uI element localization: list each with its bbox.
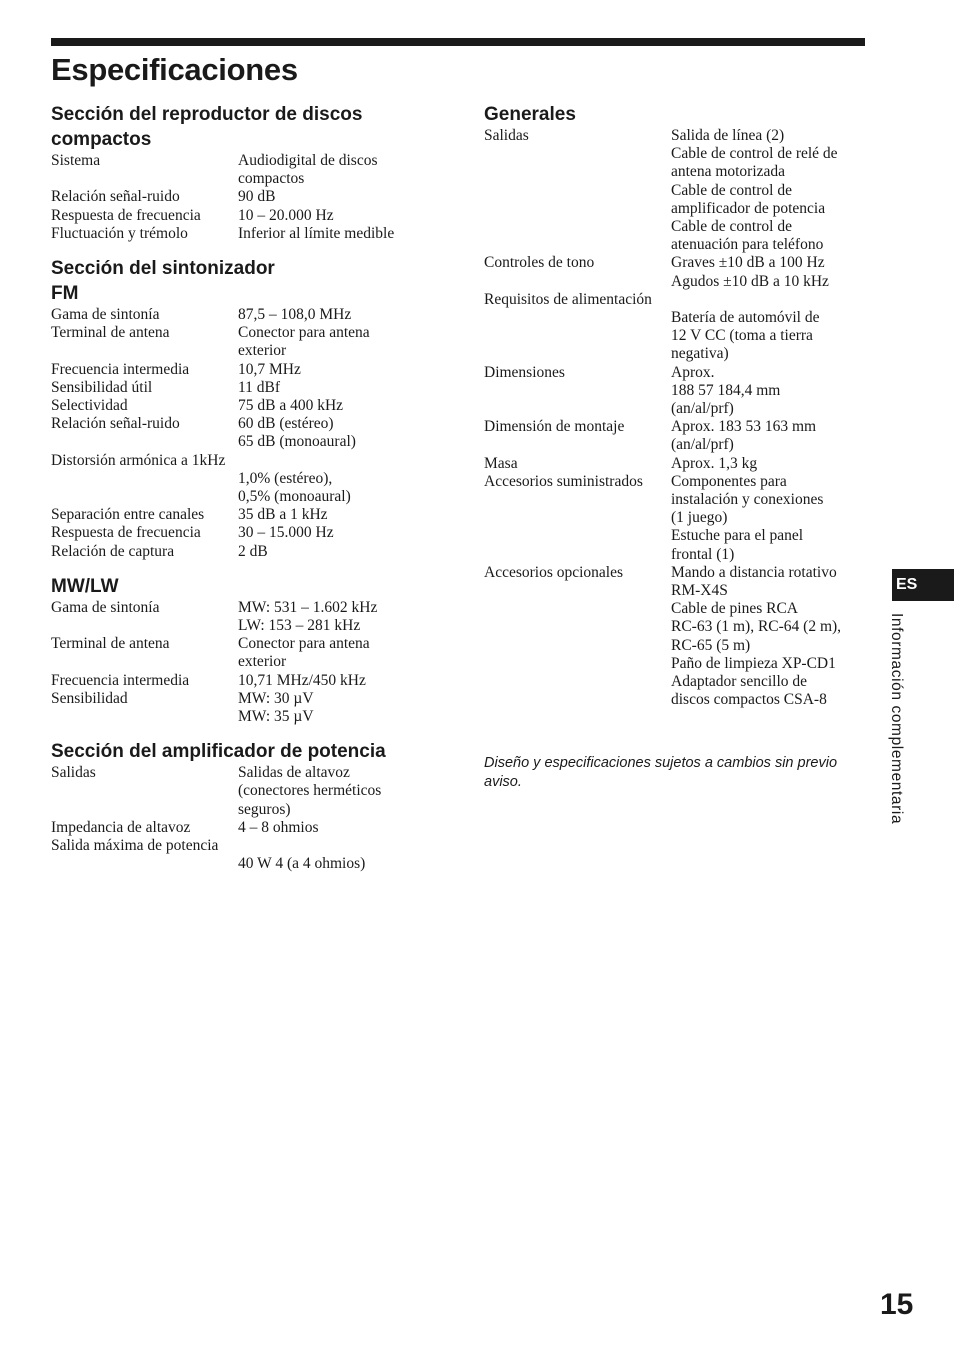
spec-value-line: 12 V CC (toma a tierra <box>671 327 813 345</box>
spec-value-line: 10,71 MHz/450 kHz <box>238 671 366 689</box>
spec-value-line: exterior <box>238 342 287 360</box>
spec-label: Distorsión armónica a 1kHz <box>51 451 226 469</box>
spec-value-line: exterior <box>238 653 287 671</box>
spec-section-seccion-del-reproductor-de-discos-compactos <box>51 102 431 243</box>
spec-value <box>238 506 431 524</box>
spec-value <box>238 635 431 671</box>
spec-value-line: compactos <box>238 170 305 188</box>
left-column <box>51 102 431 874</box>
spec-label: Terminal de antena <box>51 324 170 342</box>
spec-value <box>671 364 874 419</box>
spec-value-line: atenuación para teléfono <box>671 236 824 254</box>
spec-row <box>51 188 431 206</box>
spec-row <box>51 379 431 397</box>
spec-row <box>51 672 431 690</box>
spec-row <box>51 690 431 726</box>
spec-value <box>238 361 431 379</box>
spec-section-mw-lw <box>51 574 431 726</box>
spec-label: Impedancia de altavoz <box>51 818 191 836</box>
spec-label: Dimensiones <box>484 363 565 381</box>
spec-value-line: Componentes para <box>671 472 787 490</box>
spec-row <box>484 473 874 564</box>
spec-value-line: LW: 153 – 281 kHz <box>238 617 361 635</box>
spec-value <box>238 188 431 206</box>
section-subheading: FM <box>51 283 79 305</box>
spec-value-line: Aprox. 183 53 163 mm <box>671 418 817 436</box>
spec-value <box>238 470 431 506</box>
spec-value <box>671 564 874 710</box>
right-column <box>484 102 874 710</box>
spec-value <box>238 524 431 542</box>
spec-value <box>238 379 431 397</box>
spec-value-line: (conectores herméticos <box>238 782 382 800</box>
spec-row <box>51 225 431 243</box>
spec-value-line: seguros) <box>238 800 291 818</box>
spec-label: Masa <box>484 454 518 472</box>
spec-value-line: Salida de línea (2) <box>671 127 785 144</box>
spec-row <box>51 855 431 873</box>
spec-value-line: 35 dB a 1 kHz <box>238 506 328 524</box>
spec-value-line: Cable de control de relé de <box>671 145 838 163</box>
spec-section-seccion-del-amplificador-de-potencia <box>51 739 431 873</box>
top-rule <box>51 38 865 46</box>
spec-row <box>51 452 431 470</box>
spec-label: Relación señal-ruido <box>51 188 180 206</box>
spec-value <box>238 306 431 324</box>
spec-section-seccion-del-sintonizador <box>51 256 431 561</box>
spec-value-line: 40 W 4 (a 4 ohmios) <box>238 855 366 873</box>
spec-value-line: 90 dB <box>238 188 276 206</box>
disclaimer-note: Diseño y especificaciones sujetos a cambios sin previo aviso. <box>484 755 838 790</box>
section-heading: Generales <box>484 104 576 125</box>
spec-value-line: negativa) <box>671 345 729 363</box>
spec-row <box>484 254 874 290</box>
spec-label <box>484 309 671 364</box>
spec-value-line: 75 dB a 400 kHz <box>238 397 344 415</box>
spec-value-line: instalación y conexiones <box>671 491 824 509</box>
spec-value-line: (an/al/prf) <box>671 400 734 418</box>
spec-label: Requisitos de alimentación <box>484 290 652 308</box>
spec-value-line: antena motorizada <box>671 163 786 181</box>
spec-label <box>51 855 238 873</box>
spec-row <box>51 837 431 855</box>
spec-label: Respuesta de frecuencia <box>51 524 201 542</box>
spec-label: Sensibilidad útil <box>51 378 153 396</box>
spec-value <box>238 672 431 690</box>
spec-value-line: MW: 35 µV <box>238 708 314 726</box>
spec-value <box>238 764 431 819</box>
spec-row <box>51 764 431 819</box>
spec-value-line: Conector para antena <box>238 324 370 342</box>
spec-value-line: discos compactos CSA-8 <box>671 691 827 709</box>
spec-value-line: MW: 531 – 1.602 kHz <box>238 598 378 616</box>
spec-label: Gama de sintonía <box>51 306 160 324</box>
spec-row <box>51 397 431 415</box>
spec-value-line: 2 dB <box>238 542 268 560</box>
spec-row <box>484 455 874 473</box>
spec-value-line: Cable de control de <box>671 218 792 236</box>
spec-label: Accesorios suministrados <box>484 472 643 490</box>
spec-row <box>51 152 431 188</box>
spec-value <box>671 309 874 364</box>
spec-label: Salida máxima de potencia <box>51 837 219 855</box>
spec-value-line: Agudos ±10 dB a 10 kHz <box>671 272 829 290</box>
spec-value <box>238 690 431 726</box>
spec-row <box>51 361 431 379</box>
spec-value <box>238 397 431 415</box>
spec-value-line: MW: 30 µV <box>238 689 314 707</box>
spec-value-line: Mando a distancia rotativo <box>671 563 837 581</box>
spec-row <box>51 207 431 225</box>
spec-row <box>51 506 431 524</box>
spec-value-line: Batería de automóvil de <box>671 309 820 327</box>
spec-value-line: 30 – 15.000 Hz <box>238 524 334 542</box>
spec-label: Accesorios opcionales <box>484 563 624 581</box>
section-heading: Sección del sintonizador <box>51 258 275 280</box>
spec-label: Relación señal-ruido <box>51 415 180 433</box>
spec-value <box>238 207 431 225</box>
spec-value-line: 60 dB (estéreo) <box>238 415 334 433</box>
spec-label: Salidas <box>484 127 529 144</box>
spec-label: Fluctuación y trémolo <box>51 224 188 242</box>
section-heading: MW/LW <box>51 575 119 597</box>
spec-value-line: Conector para antena <box>238 635 370 653</box>
spec-label: Respuesta de frecuencia <box>51 206 201 224</box>
spec-label: Frecuencia intermedia <box>51 360 190 378</box>
spec-row <box>51 635 431 671</box>
spec-label: Sensibilidad <box>51 689 128 707</box>
section-heading: Sección del reproductor de discos compactos <box>51 104 363 150</box>
spec-row <box>484 291 874 309</box>
spec-value <box>238 819 431 837</box>
spec-value-line: 188 57 184,4 mm <box>671 381 781 399</box>
spec-label: Salidas <box>51 764 96 782</box>
spec-value <box>671 418 874 454</box>
spec-row <box>484 364 874 419</box>
spec-value-line: Audiodigital de discos <box>238 152 378 169</box>
spec-value <box>671 127 874 254</box>
spec-value-line: Aprox. <box>671 363 715 381</box>
spec-section-generales <box>484 102 874 710</box>
spec-value-line: 1,0% (estéreo), <box>238 469 333 487</box>
spec-value <box>238 599 431 635</box>
spec-value <box>238 152 431 188</box>
spec-row <box>484 564 874 710</box>
spec-value <box>671 473 874 564</box>
spec-value-line: (an/al/prf) <box>671 436 734 454</box>
spec-value-line: Adaptador sencillo de <box>671 673 808 691</box>
spec-value <box>238 543 431 561</box>
spec-label: Selectividad <box>51 397 128 415</box>
spec-value-line: Graves ±10 dB a 100 Hz <box>671 254 825 272</box>
section-heading: Sección del amplificador de potencia <box>51 741 386 763</box>
spec-label: Sistema <box>51 152 101 169</box>
spec-label <box>51 470 238 506</box>
spec-value-line: Aprox. 1,3 kg <box>671 454 758 472</box>
spec-value-line: 0,5% (monoaural) <box>238 488 351 506</box>
spec-label: Separación entre canales <box>51 506 205 524</box>
spec-row <box>51 543 431 561</box>
spec-row <box>51 306 431 324</box>
spec-value-line: 11 dBf <box>238 378 281 396</box>
spec-value-line: Estuche para el panel <box>671 527 804 545</box>
spec-value <box>238 324 431 360</box>
spec-value-line: 65 dB (monoaural) <box>238 433 356 451</box>
spec-value-line: Paño de limpieza XP-CD1 <box>671 654 836 672</box>
page-number: 15 <box>880 1288 914 1321</box>
spec-row <box>51 599 431 635</box>
spec-label: Relación de captura <box>51 542 175 560</box>
spec-value <box>238 225 431 243</box>
spec-value-line: RC-65 (5 m) <box>671 636 751 654</box>
spec-value-line: 10 – 20.000 Hz <box>238 206 334 224</box>
language-tab: ES <box>892 569 954 601</box>
spec-value-line: (1 juego) <box>671 509 728 527</box>
spec-value-line: Cable de pines RCA <box>671 600 798 618</box>
spec-value-line: frontal (1) <box>671 545 735 563</box>
spec-label: Frecuencia intermedia <box>51 671 190 689</box>
spec-row <box>51 524 431 542</box>
spec-row <box>51 470 431 506</box>
spec-row <box>484 418 874 454</box>
spec-value-line: 10,7 MHz <box>238 360 301 378</box>
spec-value-line: Salidas de altavoz <box>238 764 350 782</box>
spec-label: Terminal de antena <box>51 635 170 653</box>
spec-label: Dimensión de montaje <box>484 418 625 436</box>
spec-value <box>671 455 874 473</box>
spec-row <box>51 324 431 360</box>
spec-value-line: RM-X4S <box>671 582 728 600</box>
spec-value <box>238 415 431 451</box>
spec-value-line: amplificador de potencia <box>671 199 826 217</box>
page-title: Especificaciones <box>51 52 298 87</box>
section-side-label: Información complementaria <box>888 613 905 825</box>
spec-value-line: 87,5 – 108,0 MHz <box>238 306 352 324</box>
spec-value-line: RC-63 (1 m), RC-64 (2 m), <box>671 618 842 636</box>
spec-value-line: Inferior al límite medible <box>238 224 395 242</box>
spec-label: Controles de tono <box>484 254 595 272</box>
spec-value <box>238 855 431 873</box>
spec-value-line: 4 – 8 ohmios <box>238 818 319 836</box>
spec-label: Gama de sintonía <box>51 598 160 616</box>
spec-row <box>51 415 431 451</box>
spec-value-line: Cable de control de <box>671 181 792 199</box>
spec-row <box>51 819 431 837</box>
spec-row <box>484 127 874 254</box>
spec-value <box>671 254 874 290</box>
spec-row <box>484 309 874 364</box>
